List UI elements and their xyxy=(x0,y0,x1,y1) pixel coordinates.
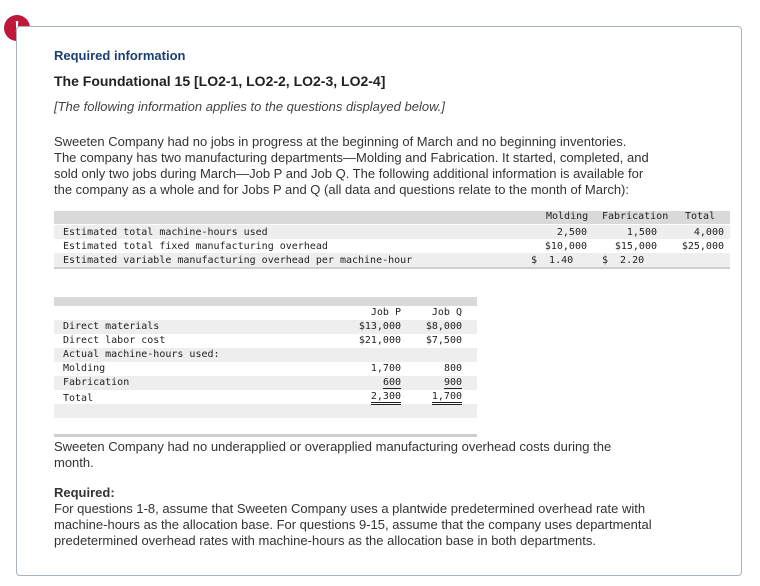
cell-value-double-underlined: 1,700 xyxy=(432,391,462,405)
intro-line: Sweeten Company had no jobs in progress at the beginning of March and no beginning inventories. xyxy=(54,134,627,149)
intro-line: sold only two jobs during March—Job P and Job Q. The following additional information is available for xyxy=(54,166,644,181)
cell-value: 4,000 xyxy=(693,227,724,238)
table-bottom-rule xyxy=(54,434,477,437)
instruction-note: [The following information applies to the questions displayed below.] xyxy=(54,99,445,114)
required-label: Required: xyxy=(54,485,115,500)
col-header-job-q: Job Q xyxy=(431,307,462,318)
row-label: Molding xyxy=(63,363,106,374)
cell-value xyxy=(349,391,401,402)
row-label: Direct labor cost xyxy=(63,335,166,346)
cell-value xyxy=(410,391,462,402)
cell-value: 1,500 xyxy=(626,227,657,238)
required-line: For questions 1-8, assume that Sweeten Company uses a plantwide predetermined overhead rate with xyxy=(54,501,646,516)
cell-value-underlined: 600 xyxy=(382,377,401,388)
cell-value: $8,000 xyxy=(425,321,462,332)
statement-line: month. xyxy=(54,455,94,470)
cell-value: $13,000 xyxy=(358,321,401,332)
required-information-heading: Required information xyxy=(54,48,186,63)
cell-value: $7,500 xyxy=(425,335,462,346)
row-label: Direct materials xyxy=(63,321,160,332)
row-label: Fabrication xyxy=(63,377,130,388)
department-estimates-table xyxy=(54,211,730,267)
statement-line: Sweeten Company had no underapplied or overapplied manufacturing overhead costs during the xyxy=(54,439,612,454)
cell-value xyxy=(410,377,462,388)
cell-value: 1,700 xyxy=(370,363,401,374)
col-header-molding: Molding xyxy=(546,211,589,222)
row-label: Estimated total fixed manufacturing overhead xyxy=(63,241,328,252)
required-line: machine-hours as the allocation base. For questions 9-15, assume that the company uses departmental xyxy=(54,517,652,532)
cell-value: $25,000 xyxy=(681,241,724,252)
intro-line: the company as a whole and for Jobs P and Q (all data and questions relate to the month of March): xyxy=(54,182,629,197)
cell-value-underlined: 900 xyxy=(443,377,462,388)
row-label: Actual machine-hours used: xyxy=(63,349,220,360)
problem-title: The Foundational 15 [LO2-1, LO2-2, LO2-3, LO2-4] xyxy=(54,73,386,89)
table-row-band xyxy=(54,404,477,418)
col-header-fabrication: Fabrication xyxy=(602,211,669,222)
required-line: predetermined overhead rates with machine-hours as the allocation base in both departments. xyxy=(54,533,596,548)
table-bottom-rule xyxy=(54,267,730,269)
cell-value: $10,000 xyxy=(544,241,587,252)
cell-value xyxy=(349,377,401,388)
intro-paragraph xyxy=(54,134,724,198)
table-header-bar xyxy=(54,297,477,306)
cell-value: $15,000 xyxy=(614,241,657,252)
col-header-job-p: Job P xyxy=(370,307,401,318)
cell-value: $ 1.40 xyxy=(531,255,574,266)
cell-value: $21,000 xyxy=(358,335,401,346)
row-label: Total xyxy=(63,393,94,404)
intro-line: The company has two manufacturing departments—Molding and Fabrication. It started, completed, and xyxy=(54,150,649,165)
cell-value-double-underlined: 2,300 xyxy=(371,391,401,405)
cell-value: $ 2.20 xyxy=(602,255,645,266)
overhead-statement xyxy=(54,439,724,471)
cell-value: 800 xyxy=(443,363,462,374)
job-cost-table xyxy=(54,297,477,417)
row-label: Estimated total machine-hours used xyxy=(63,227,268,238)
row-label: Estimated variable manufacturing overhead per machine-hour xyxy=(63,255,413,266)
cell-value: 2,500 xyxy=(556,227,587,238)
info-card xyxy=(16,26,742,576)
required-section xyxy=(54,485,724,549)
col-header-total: Total xyxy=(685,211,716,222)
